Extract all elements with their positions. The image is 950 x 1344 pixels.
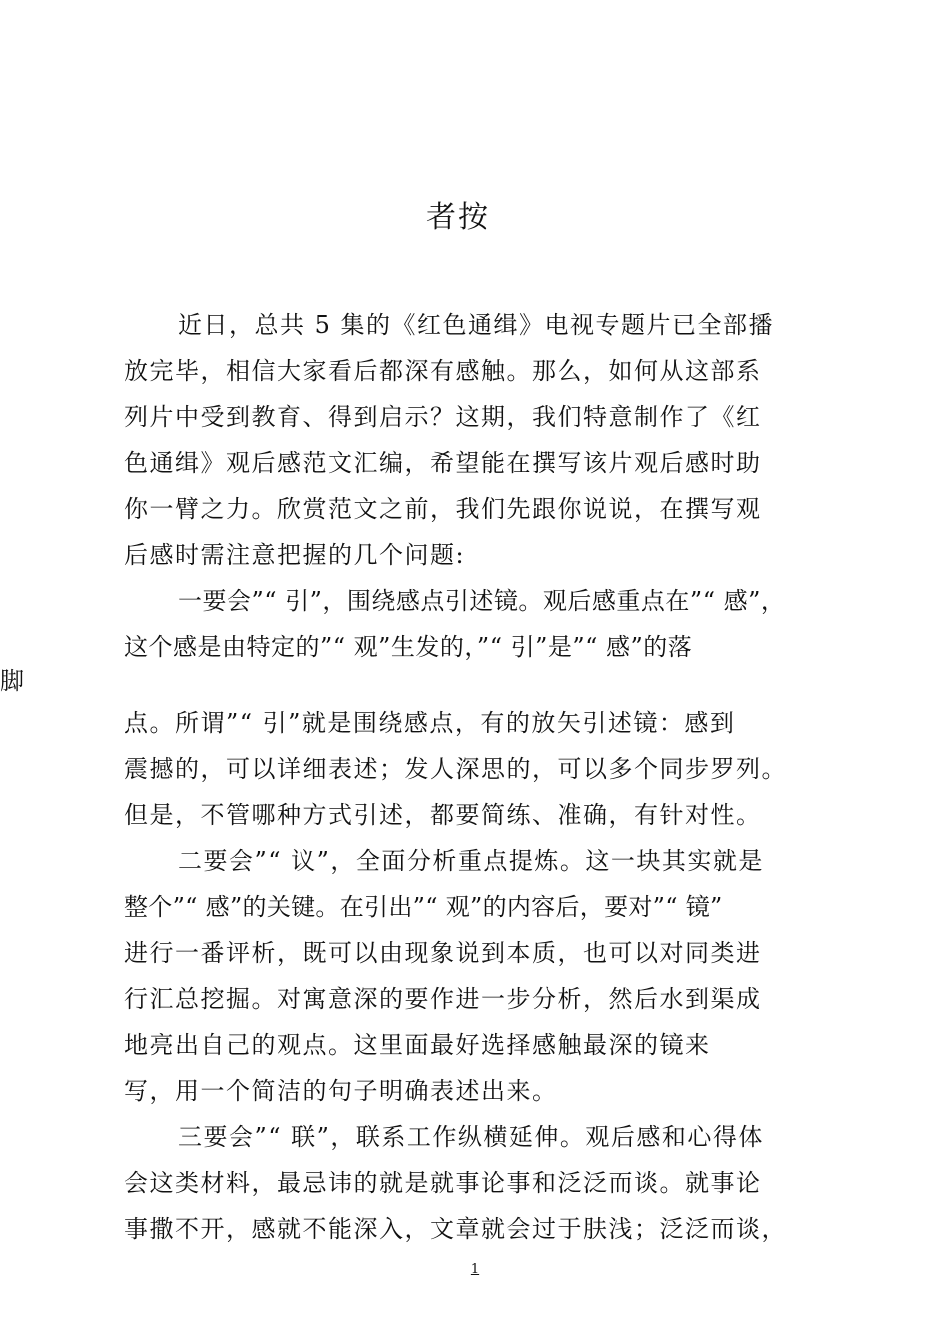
body-line: 二要会”“ 议”，全面分析重点提炼。这一块其实就是: [178, 847, 764, 875]
document-title: 者按: [426, 200, 490, 235]
body-line: 三要会”“ 联”，联系工作纵横延伸。观后感和心得体: [178, 1123, 764, 1151]
body-line: 放完毕，相信大家看后都深有感触。那么，如何从这部系: [124, 357, 762, 385]
body-line: 一要会”“ 引”，围绕感点引述镜。观后感重点在”“ 感”，: [178, 587, 786, 615]
margin-character: 脚: [0, 667, 24, 695]
body-line: 进行一番评析，既可以由现象说到本质，也可以对同类进: [124, 939, 762, 967]
body-line: 写，用一个简洁的句子明确表述出来。: [124, 1077, 558, 1105]
body-line: 列片中受到教育、得到启示？这期，我们特意制作了《红: [124, 403, 762, 431]
body-line: 但是，不管哪种方式引述，都要简练、准确，有针对性。: [124, 801, 762, 829]
body-line: 行汇总挖掘。对寓意深的要作进一步分析，然后水到渠成: [124, 985, 762, 1013]
body-line: 近日，总共 5 集的《红色通缉》电视专题片已全部播: [178, 311, 775, 339]
body-line: 震撼的，可以详细表述；发人深思的，可以多个同步罗列。: [124, 755, 787, 783]
body-line: 后感时需注意把握的几个问题:: [124, 541, 466, 569]
body-line: 事撒不开，感就不能深入，文章就会过于肤浅；泛泛而谈，: [124, 1215, 787, 1243]
page-number: 1: [470, 1262, 480, 1277]
body-line: 地亮出自己的观点。这里面最好选择感触最深的镜来: [124, 1031, 711, 1059]
body-line: 点。所谓”“ 引”就是围绕感点，有的放矢引述镜：感到: [124, 709, 736, 737]
body-line: 整个”“ 感”的关键。在引出”“ 观”的内容后，要对”“ 镜”: [124, 893, 723, 921]
body-line: 色通缉》观后感范文汇编，希望能在撰写该片观后感时助: [124, 449, 762, 477]
body-line: 这个感是由特定的”“ 观”生发的，”“ 引”是”“ 感”的落: [124, 633, 693, 661]
body-line: 会这类材料，最忌讳的就是就事论事和泛泛而谈。就事论: [124, 1169, 762, 1197]
body-line: 你一臂之力。欣赏范文之前，我们先跟你说说，在撰写观: [124, 495, 762, 523]
